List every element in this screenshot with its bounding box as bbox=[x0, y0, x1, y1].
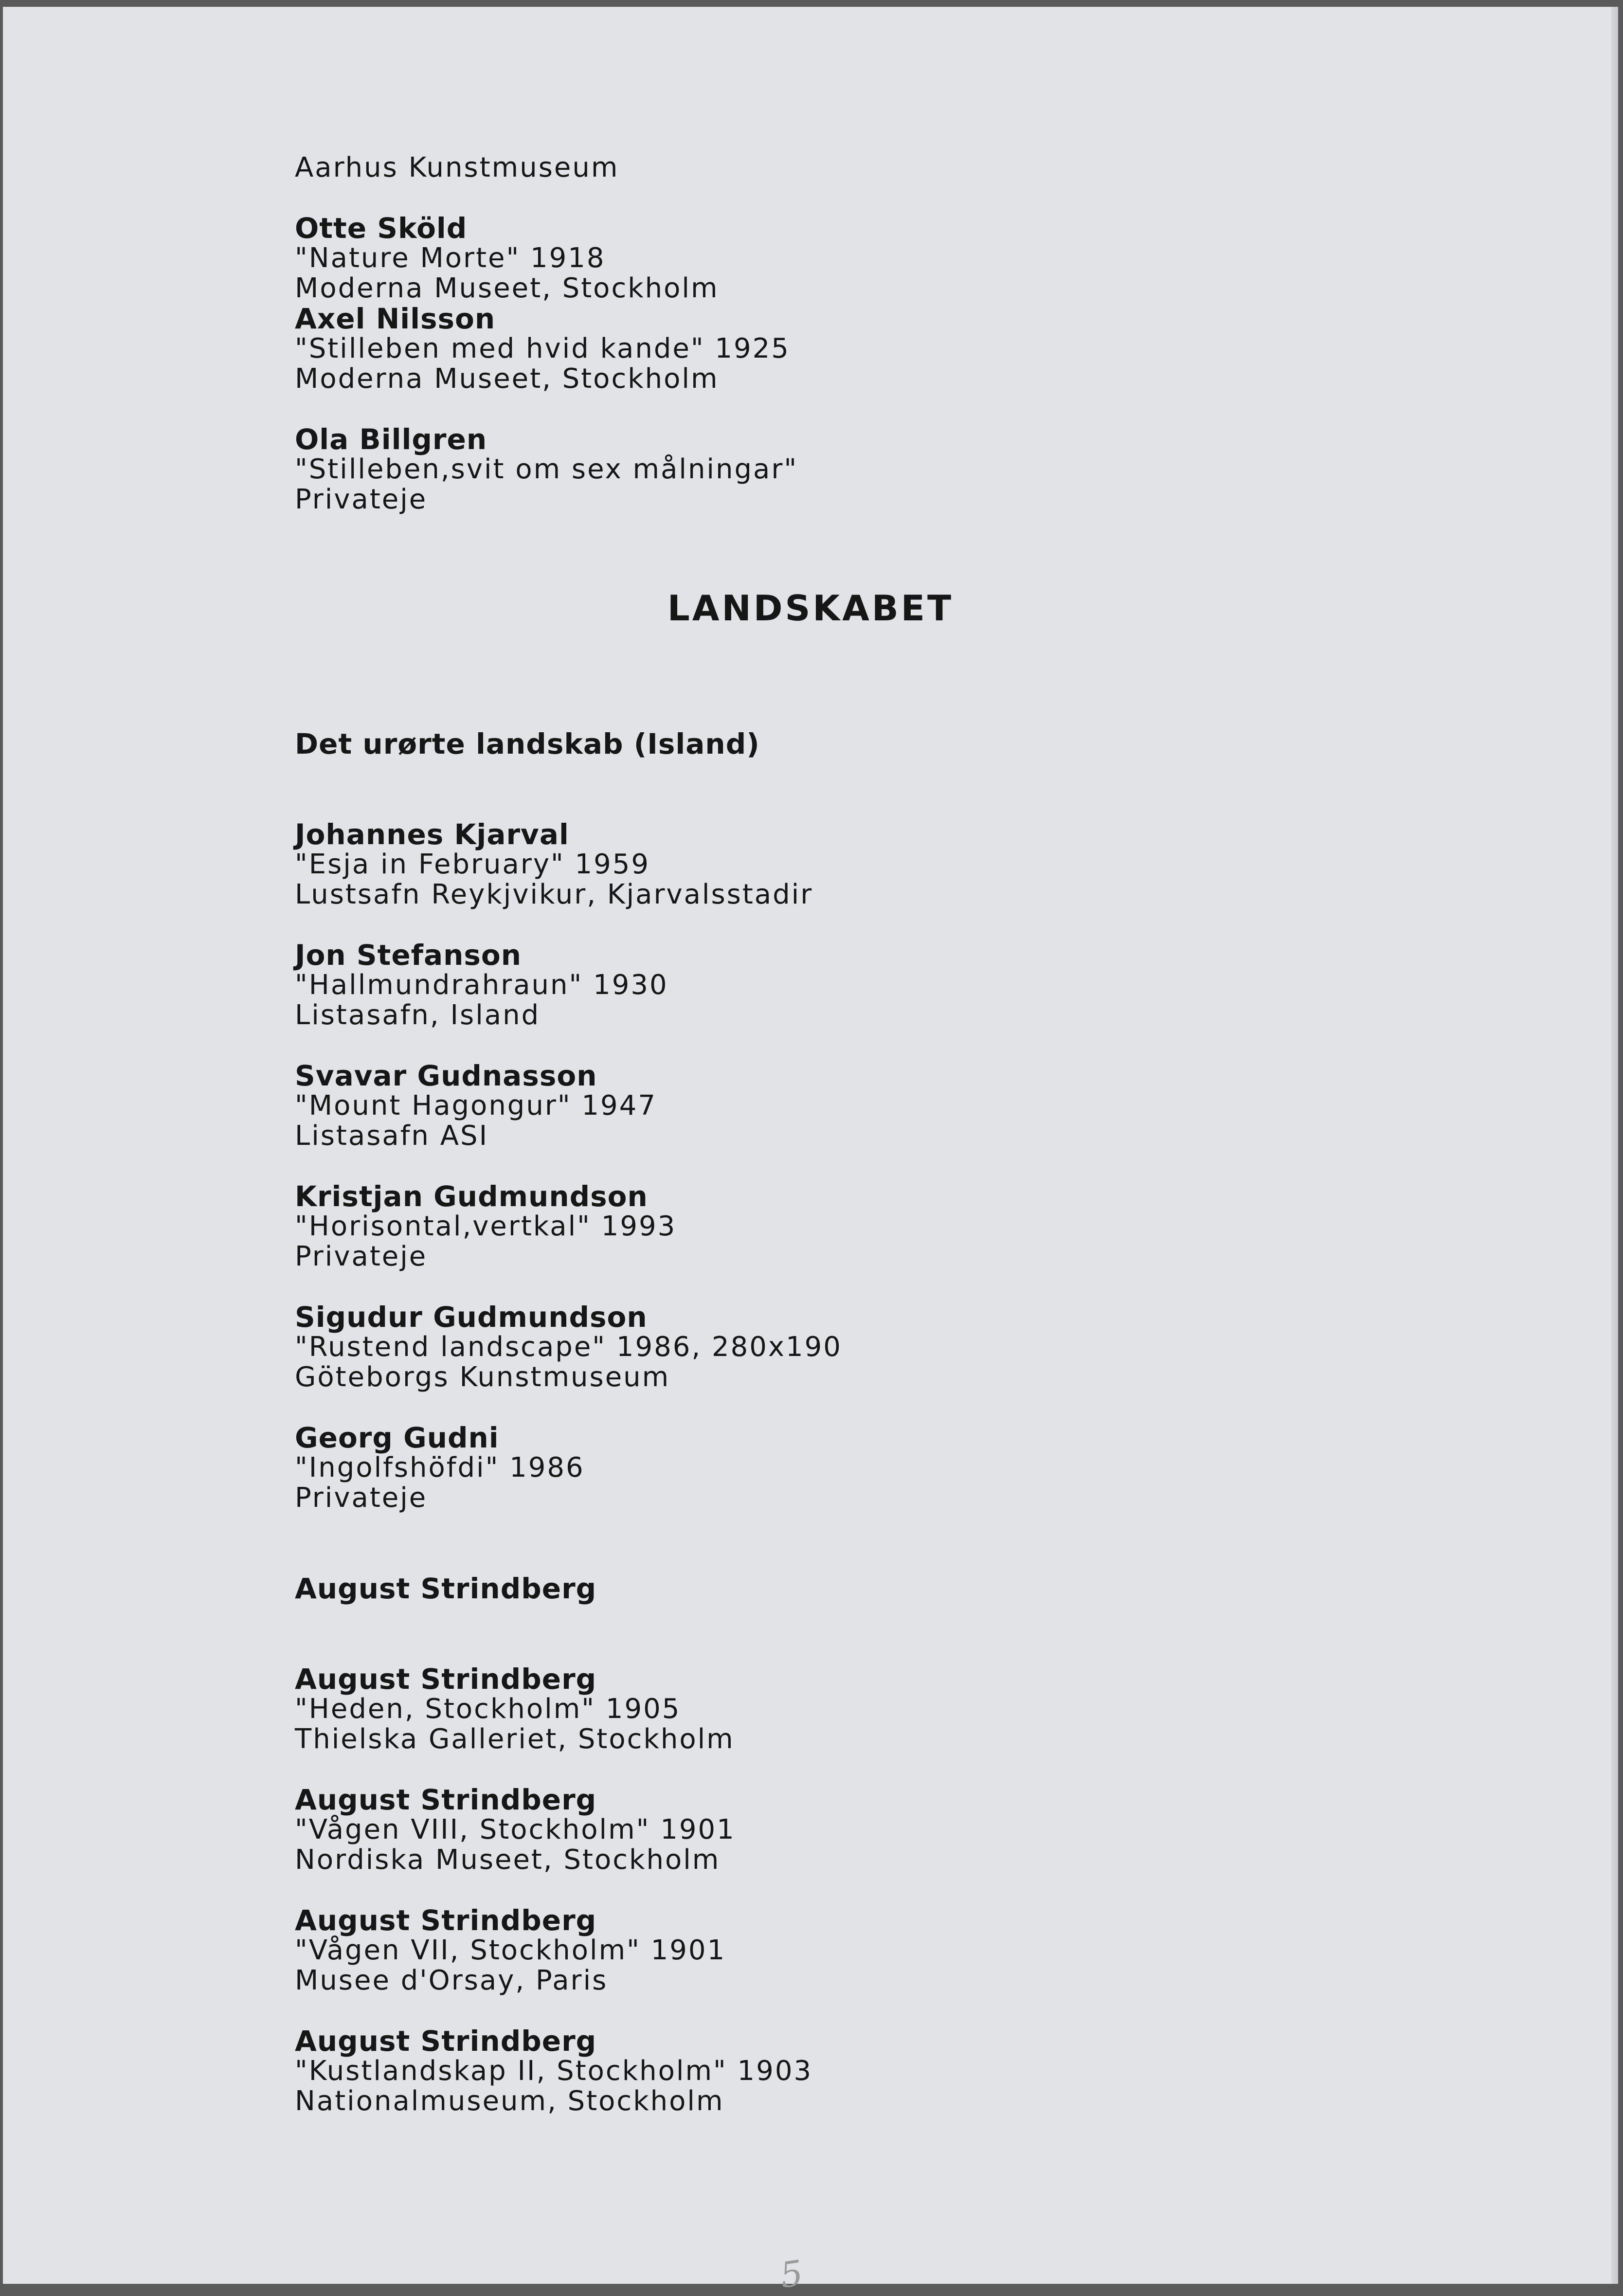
artwork-location: Privateje bbox=[295, 1482, 428, 1514]
entry-strindberg-kustlandskap bbox=[295, 2026, 1462, 2116]
artwork-title: "Hallmundrahraun" 1930 bbox=[295, 969, 668, 1001]
heading-block bbox=[295, 515, 1462, 661]
entry-strindberg-heden bbox=[295, 1664, 1462, 1754]
artwork-title: "Heden, Stockholm" 1905 bbox=[295, 1693, 681, 1725]
artwork-title: "Mount Hagongur" 1947 bbox=[295, 1090, 657, 1121]
entry-axel-nilsson bbox=[295, 304, 1462, 394]
section-heading: LANDSKABET bbox=[667, 588, 954, 629]
entry-strindberg-vagen-vii bbox=[295, 1905, 1462, 1996]
artwork-title: "Esja in February" 1959 bbox=[295, 849, 650, 880]
entry-kristjan-gudmundson bbox=[295, 1181, 1462, 1272]
entry-sigudur-gudmundson bbox=[295, 1302, 1462, 1392]
entry-ola-billgren bbox=[295, 424, 1462, 515]
artwork-title: "Vågen VII, Stockholm" 1901 bbox=[295, 1934, 726, 1966]
document-page bbox=[3, 7, 1618, 2296]
artwork-title: "Kustlandskap II, Stockholm" 1903 bbox=[295, 2055, 813, 2087]
artist-name: August Strindberg bbox=[295, 1783, 597, 1816]
artwork-title: "Ingolfshöfdi" 1986 bbox=[295, 1452, 585, 1483]
section-title-island: Det urørte landskab (Island) bbox=[295, 727, 760, 760]
top-location: Aarhus Kunstmuseum bbox=[295, 152, 619, 183]
artist-name: Georg Gudni bbox=[295, 1421, 499, 1454]
artist-name: Svavar Gudnasson bbox=[295, 1059, 597, 1092]
artwork-location: Listasafn ASI bbox=[295, 1120, 489, 1152]
artwork-location: Musee d'Orsay, Paris bbox=[295, 1965, 608, 1996]
artist-name: Ola Billgren bbox=[295, 423, 487, 456]
artwork-location: Moderna Museet, Stockholm bbox=[295, 363, 719, 395]
entry-svavar-gudnasson bbox=[295, 1061, 1462, 1151]
artwork-location: Nationalmuseum, Stockholm bbox=[295, 2085, 724, 2117]
artist-name: August Strindberg bbox=[295, 1904, 597, 1937]
artwork-location: Lustsafn Reykjvikur, Kjarvalsstadir bbox=[295, 879, 813, 910]
entry-johannes-kjarval bbox=[295, 819, 1462, 910]
artwork-title: "Stilleben med hvid kande" 1925 bbox=[295, 333, 790, 364]
artwork-location: Göteborgs Kunstmuseum bbox=[295, 1361, 670, 1393]
page-number: 5 bbox=[777, 2252, 806, 2296]
artwork-location: Thielska Galleriet, Stockholm bbox=[295, 1723, 735, 1755]
catalogue-list bbox=[295, 153, 1462, 2116]
entry-georg-gudni bbox=[295, 1423, 1462, 1513]
entry-otte-skold bbox=[295, 213, 1462, 304]
artwork-location: Privateje bbox=[295, 1241, 428, 1272]
artwork-location: Moderna Museet, Stockholm bbox=[295, 272, 719, 304]
artwork-location: Privateje bbox=[295, 484, 428, 515]
artist-name: Johannes Kjarval bbox=[295, 818, 569, 851]
artist-name: August Strindberg bbox=[295, 2025, 597, 2058]
artist-name: August Strindberg bbox=[295, 1663, 597, 1696]
artist-name: Jon Stefanson bbox=[295, 939, 522, 972]
entry-strindberg-vagen-viii bbox=[295, 1785, 1462, 1875]
artist-name: Axel Nilsson bbox=[295, 302, 496, 335]
artist-name: Sigudur Gudmundson bbox=[295, 1301, 648, 1334]
entry-jon-stefanson bbox=[295, 940, 1462, 1030]
artwork-location: Listasafn, Island bbox=[295, 999, 541, 1031]
section-title-strindberg: August Strindberg bbox=[295, 1572, 597, 1605]
artwork-title: "Stilleben,svit om sex målningar" bbox=[295, 453, 798, 485]
artwork-title: "Horisontal,vertkal" 1993 bbox=[295, 1211, 677, 1242]
artwork-title: "Vågen VIII, Stockholm" 1901 bbox=[295, 1814, 736, 1845]
artist-name: Kristjan Gudmundson bbox=[295, 1180, 648, 1213]
artwork-title: "Nature Morte" 1918 bbox=[295, 242, 606, 274]
artwork-location: Nordiska Museet, Stockholm bbox=[295, 1844, 721, 1876]
artist-name: Otte Sköld bbox=[295, 212, 468, 245]
artwork-title: "Rustend landscape" 1986, 280x190 bbox=[295, 1331, 842, 1363]
